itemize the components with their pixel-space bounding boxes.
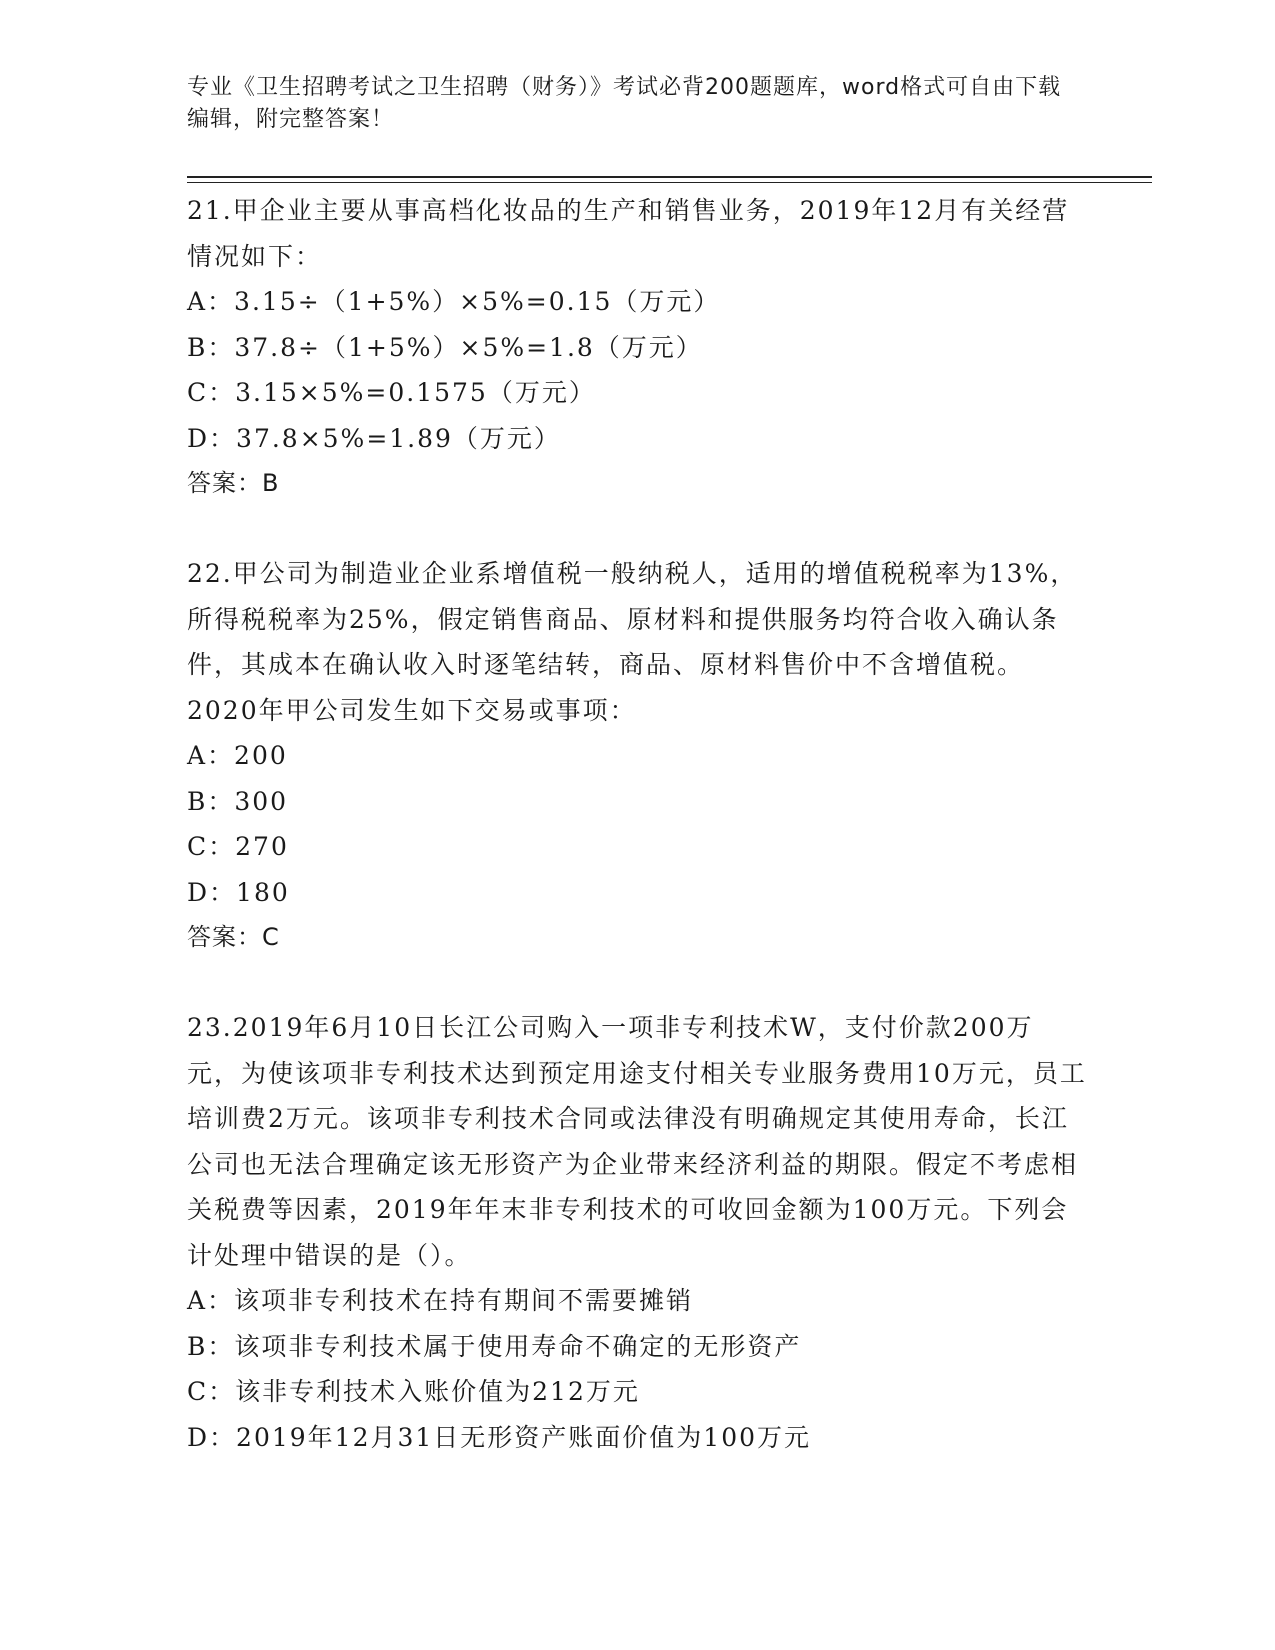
- header-divider-thin: [187, 182, 1152, 183]
- option-d: D：180: [187, 877, 290, 907]
- document-header: 专业《卫生招聘考试之卫生招聘（财务）》考试必背200题题库，word格式可自由下载编辑，附完整答案！: [187, 75, 1062, 132]
- question-list: [187, 188, 1087, 1460]
- question-stem: 22.甲公司为制造业企业系增值税一般纳税人，适用的增值税税率为13%，所得税税率为25%，假定销售商品、原材料和提供服务均符合收入确认条件，其成本在确认收入时逐笔结转，商品、原材料售价中不含增值税。2020年甲公司发生如下交易或事项：: [187, 559, 1078, 725]
- question-21: [187, 188, 1087, 506]
- option-b: B：37.8÷（1+5%）×5%=1.8（万元）: [187, 332, 703, 362]
- option-c: C：3.15×5%=0.1575（万元）: [187, 378, 596, 407]
- answer-label: 答案：C: [187, 923, 280, 951]
- option-a: A：200: [187, 741, 288, 770]
- answer-label: 答案：B: [187, 469, 280, 497]
- header-divider-thick: [187, 176, 1152, 178]
- question-stem: 21.甲企业主要从事高档化妆品的生产和销售业务，2019年12月有关经营情况如下：: [187, 196, 1070, 271]
- option-a: A：该项非专利技术在持有期间不需要摊销: [187, 1286, 694, 1315]
- spacer: [187, 506, 1087, 551]
- option-d: D：37.8×5%=1.89（万元）: [187, 423, 561, 453]
- option-c: C：270: [187, 832, 289, 861]
- option-b: B：该项非专利技术属于使用寿命不确定的无形资产: [187, 1331, 802, 1361]
- option-b: B：300: [187, 786, 289, 816]
- question-stem: 23.2019年6月10日长江公司购入一项非专利技术W，支付价款200万元，为使该项非专利技术达到预定用途支付相关专业服务费用10万元，员工培训费2万元。该项非专利技术合同或法律没有明确规定其使用寿命，长江公司也无法合理确定该无形资产为企业带来经济利益的期限。假定不考虑相关税费等因素，2019年年末非专利技术的可收回金额为100万元。下列会计处理中错误的是（）。: [187, 1013, 1087, 1270]
- question-22: [187, 551, 1087, 960]
- option-d: D：2019年12月31日无形资产账面价值为100万元: [187, 1422, 812, 1452]
- spacer: [187, 960, 1087, 1005]
- question-23: [187, 1005, 1087, 1460]
- option-a: A：3.15÷（1+5%）×5%=0.15（万元）: [187, 287, 721, 316]
- option-c: C：该非专利技术入账价值为212万元: [187, 1377, 640, 1406]
